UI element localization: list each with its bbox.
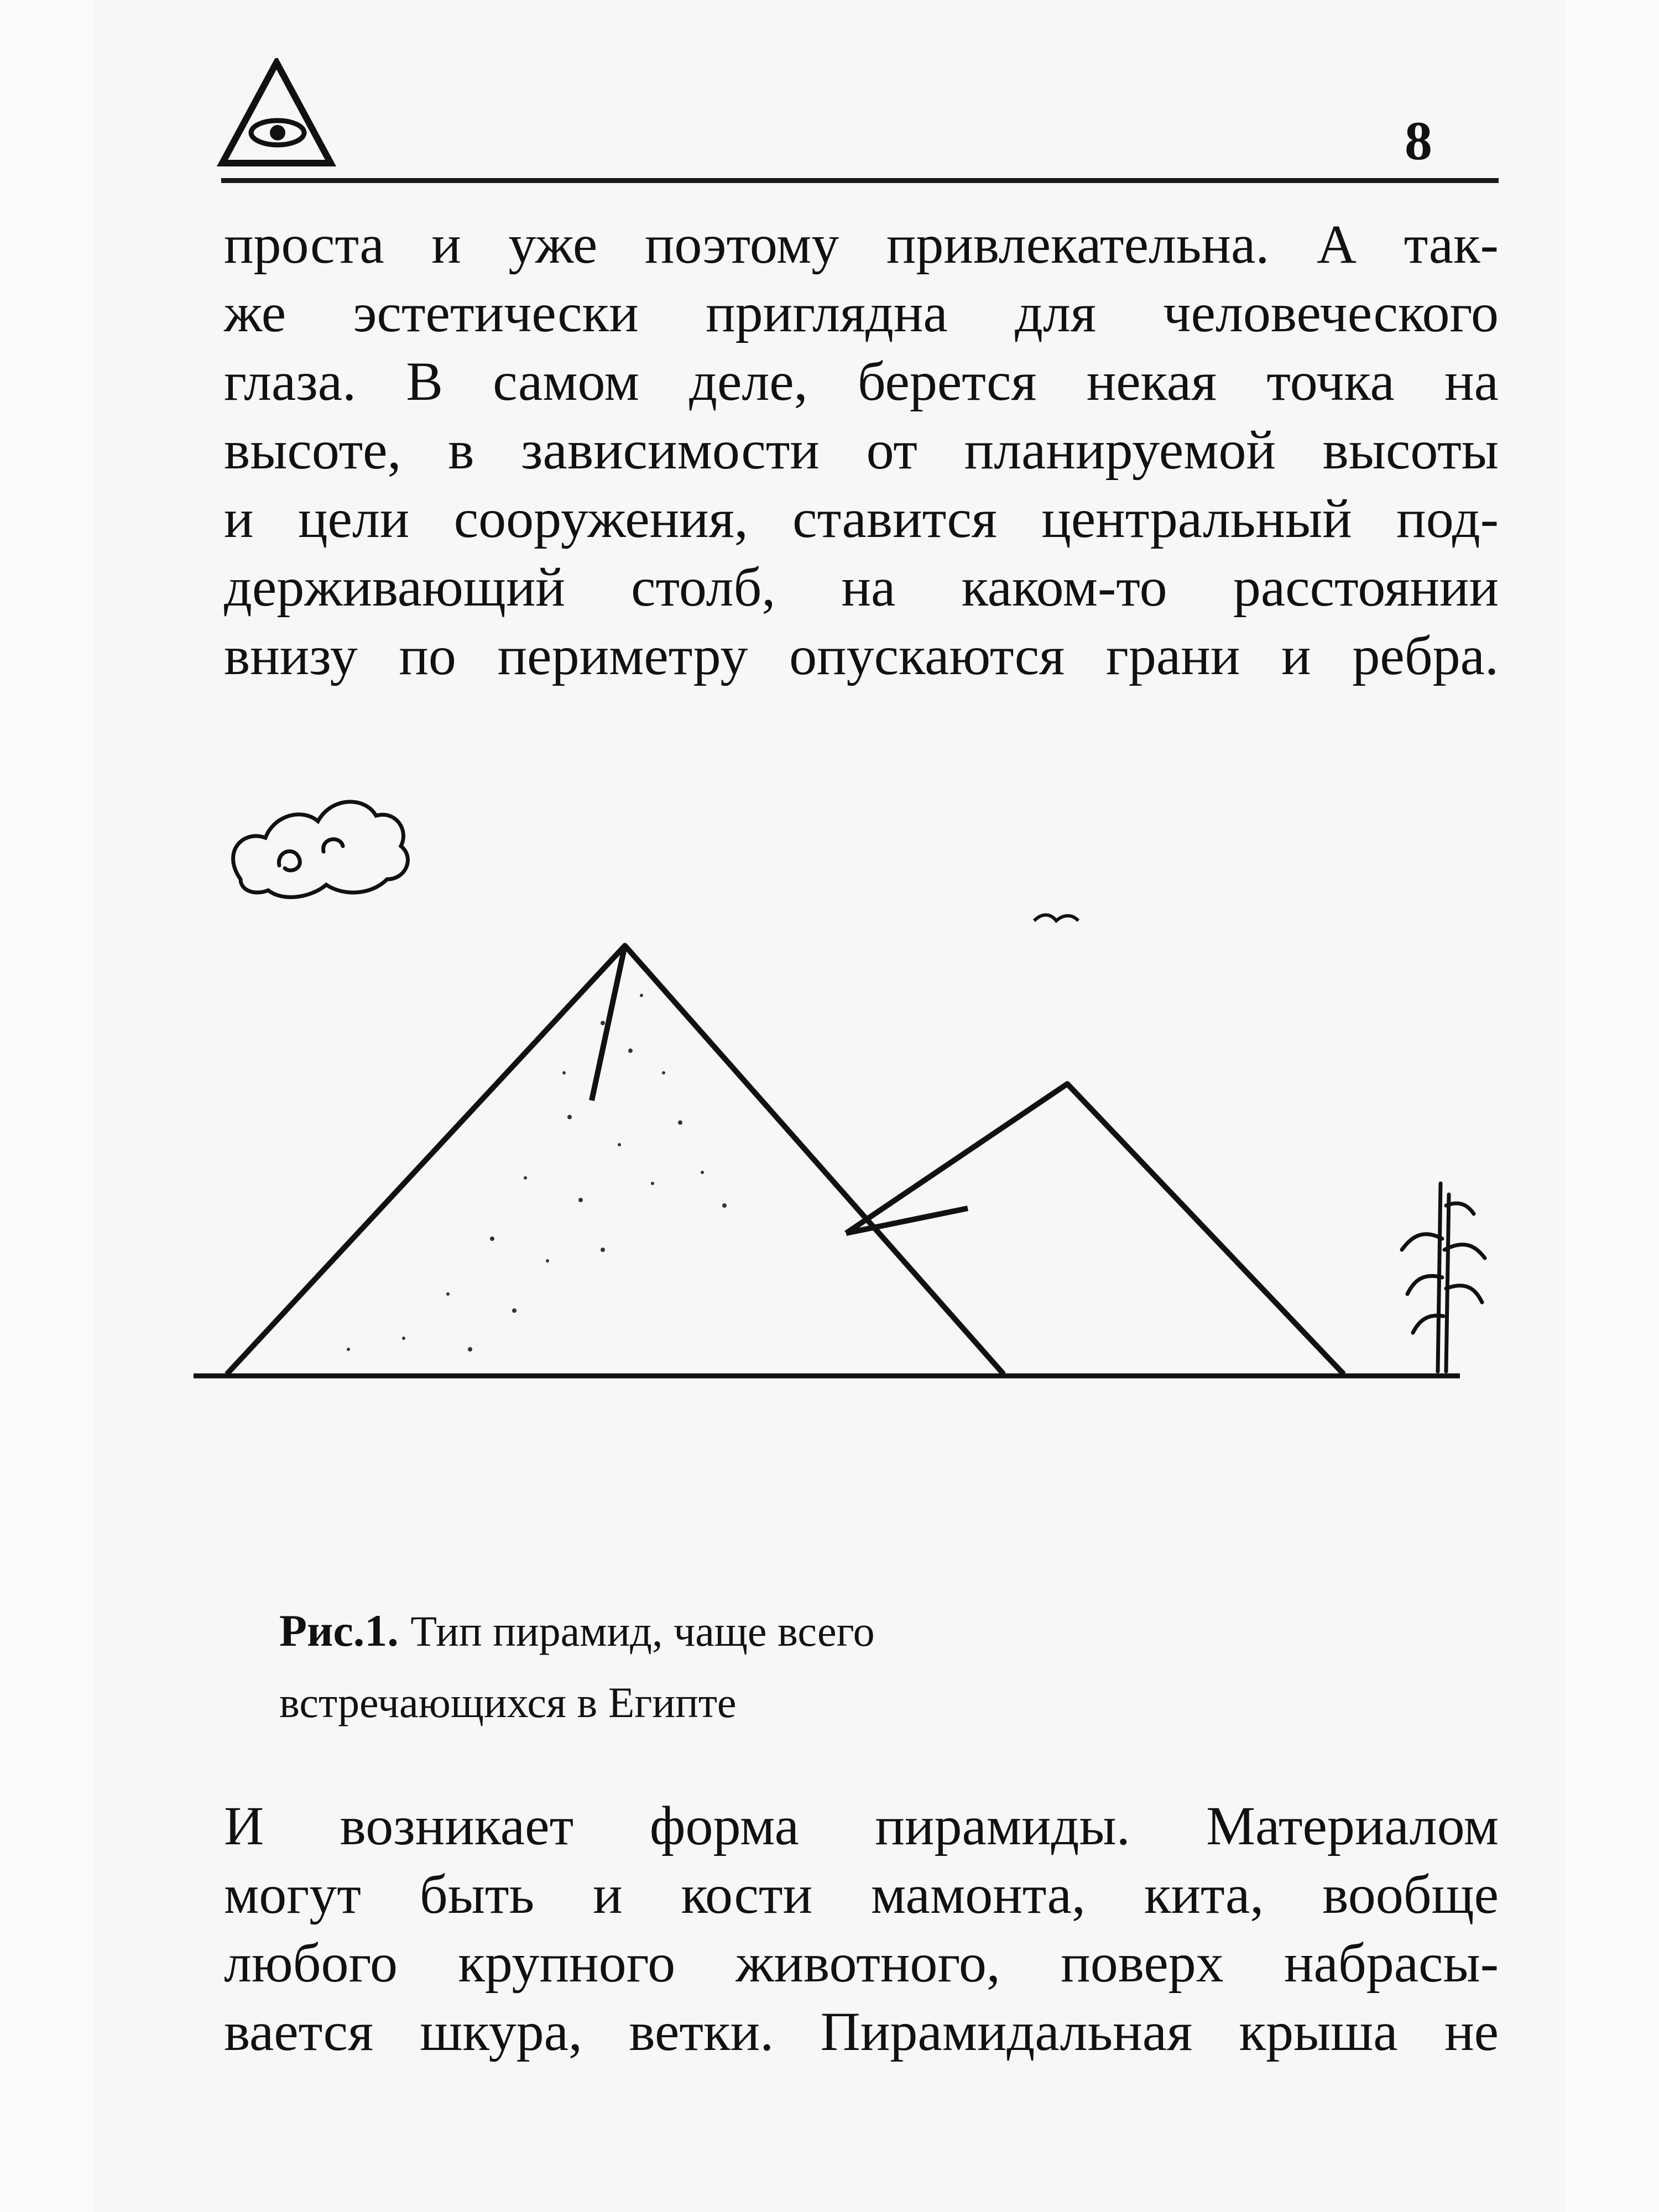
- small-pyramid: [846, 1084, 1344, 1374]
- text-line: И возникает форма пирамиды. Материалом: [224, 1795, 1499, 1856]
- paragraph-2: [224, 1792, 1499, 2066]
- large-pyramid: [227, 946, 1004, 1374]
- text-line: глаза. В самом деле, берется некая точка на: [224, 351, 1499, 412]
- text-line: высоте, в зависимости от планируемой высоты: [224, 419, 1499, 481]
- text-line: же эстетически приглядна для человеческого: [224, 282, 1499, 343]
- paragraph-1: [224, 210, 1499, 690]
- text-line: могут быть и кости мамонта, кита, вообще: [224, 1864, 1499, 1925]
- caption-text-line-1: Тип пирамид, чаще всего: [410, 1607, 875, 1655]
- caption-text-line-2: встречающихся в Египте: [279, 1678, 737, 1726]
- text-line: вается шкура, ветки. Пирамидальная крыша не: [224, 2001, 1499, 2062]
- page-number: 8: [1405, 110, 1432, 171]
- palm-tree-icon: [1402, 1183, 1485, 1371]
- text-line: держивающий столб, на каком-то расстоянии: [224, 556, 1499, 618]
- eye-in-triangle-icon: [216, 58, 337, 169]
- bird-icon: [1034, 915, 1078, 921]
- text-line: любого крупного животного, поверх набрасы-: [224, 1932, 1499, 1994]
- pyramid-texture: [347, 994, 727, 1352]
- figure-caption: [279, 1595, 875, 1738]
- text-line: проста и уже поэтому привлекательна. А так-: [224, 213, 1499, 275]
- caption-label: Рис.1.: [279, 1605, 399, 1656]
- pyramids-illustration: [182, 763, 1521, 1399]
- text-line: внизу по периметру опускаются грани и ребра.: [224, 625, 1499, 686]
- header-rule: [221, 178, 1499, 183]
- text-line: и цели сооружения, ставится центральный под-: [224, 488, 1499, 549]
- cloud-icon: [233, 802, 408, 897]
